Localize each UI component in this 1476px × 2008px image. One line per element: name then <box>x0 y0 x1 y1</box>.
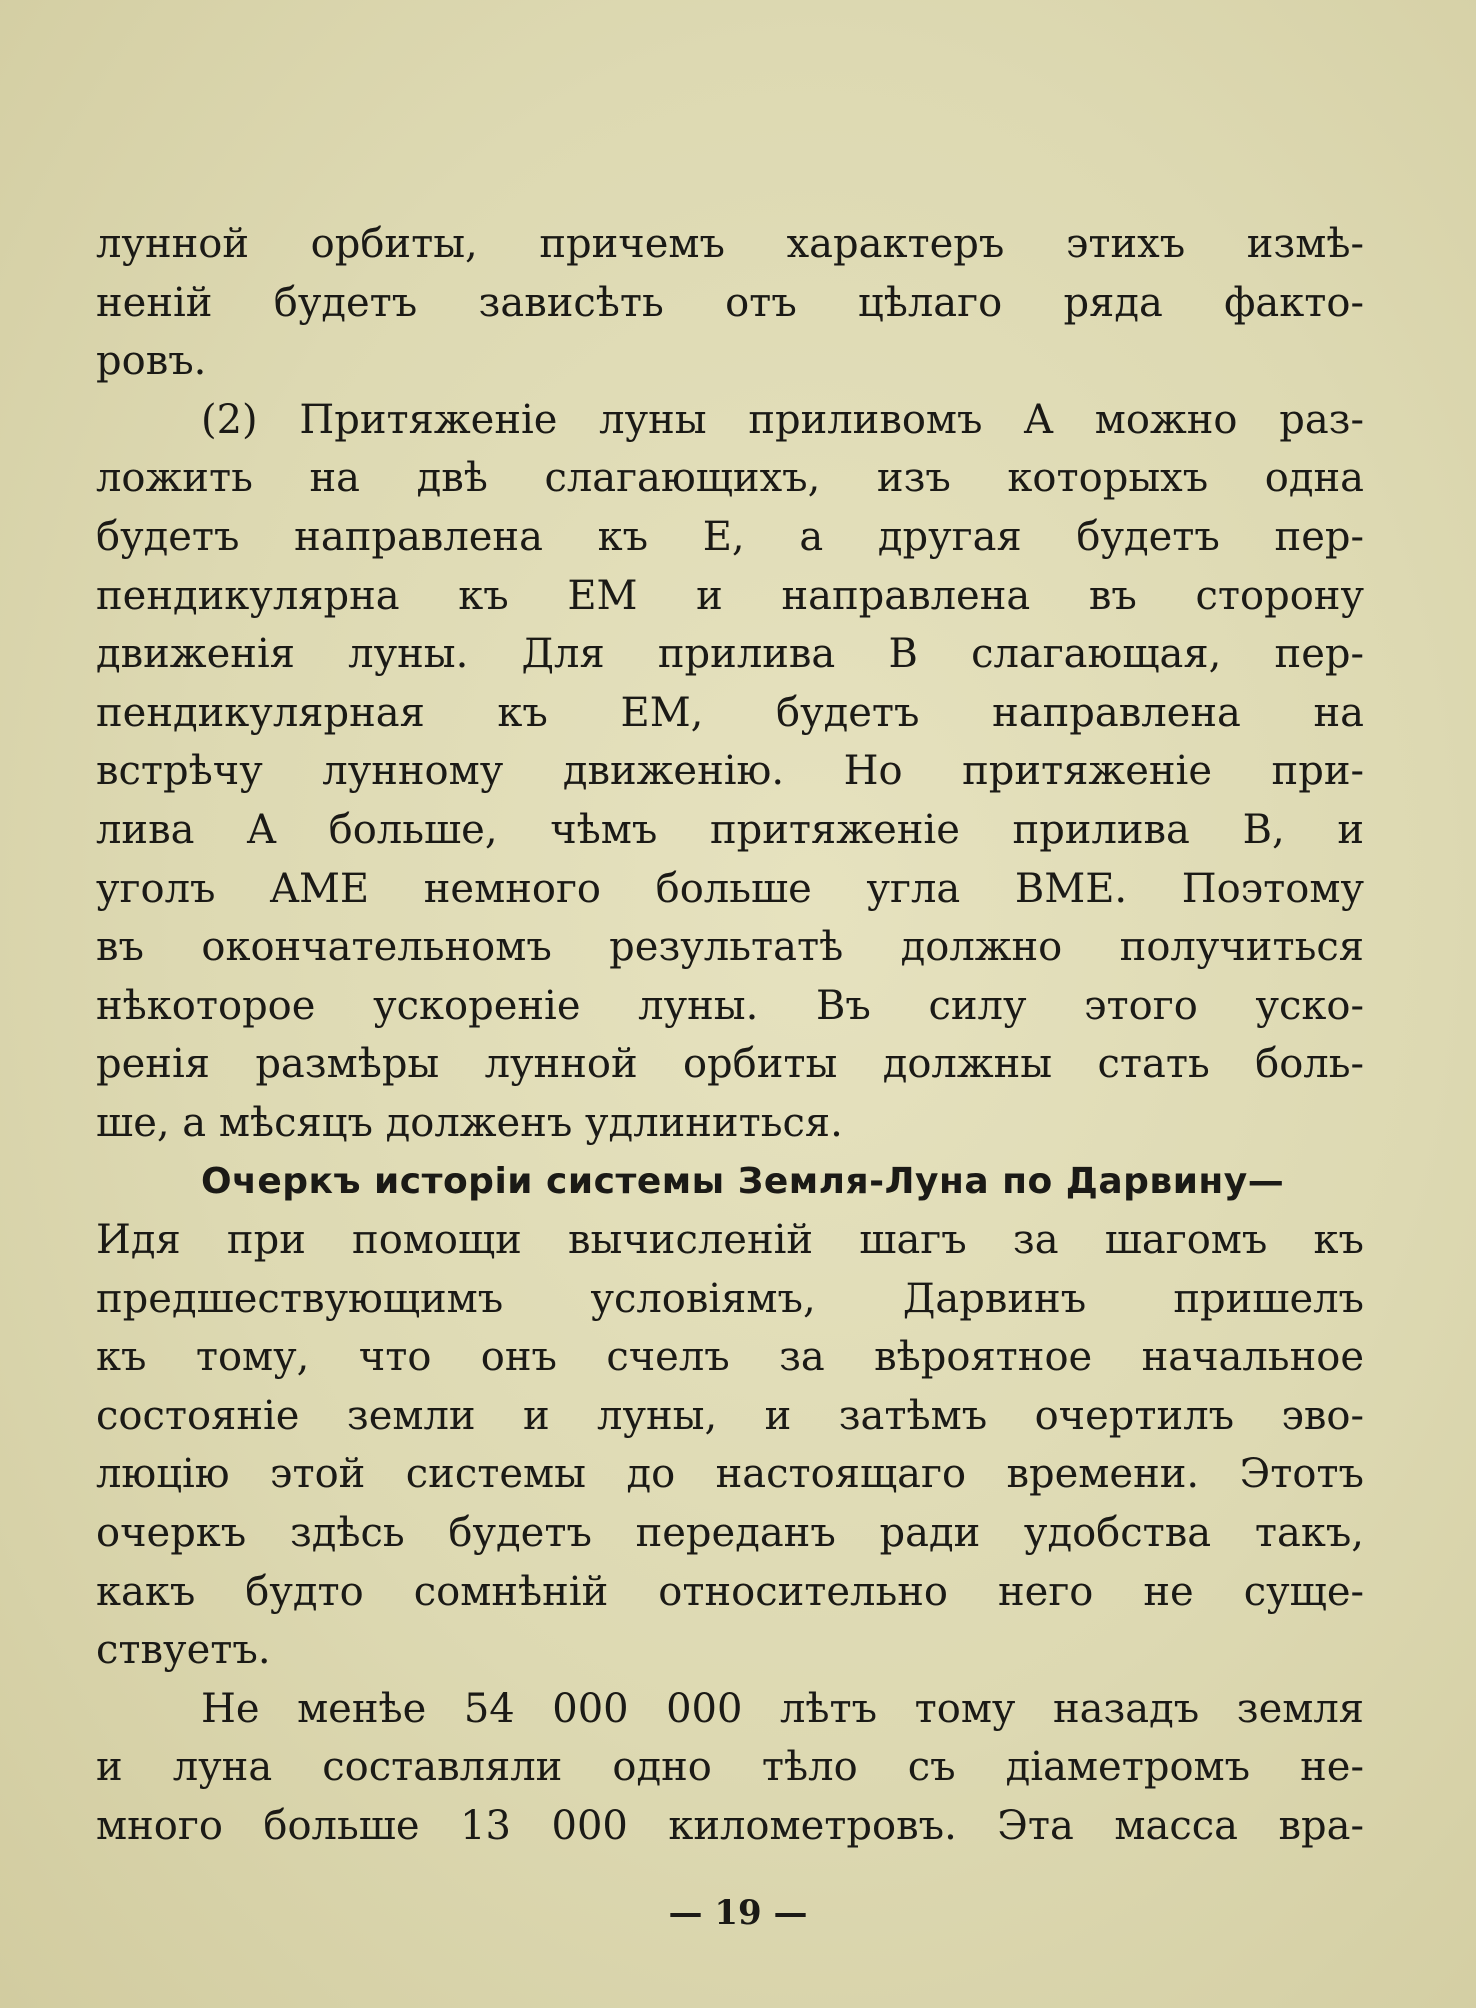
text-line: Не менѣе 54 000 000 лѣтъ тому назадъ земля <box>201 1685 1364 1732</box>
text-line: ствуетъ. <box>96 1627 271 1674</box>
text-line: нѣкоторое ускоренiе луны. Въ силу этого уско- <box>96 982 1364 1029</box>
text-line: будетъ направлена къ E, а другая будетъ пер- <box>96 513 1364 560</box>
text-line: встрѣчу лунному движенiю. Но притяженiе при- <box>96 748 1364 795</box>
text-line: люцiю этой системы до настоящаго времени. Этотъ <box>96 1451 1364 1498</box>
text-line: ше, а мѣсяцъ долженъ удлиниться. <box>96 1099 843 1146</box>
text-line: уголъ AME немного больше угла BME. Поэтому <box>96 865 1364 912</box>
page-number: — 19 — <box>668 1893 808 1933</box>
page-body <box>96 215 1364 1856</box>
text-line: очеркъ здѣсь будетъ переданъ ради удобства такъ, <box>96 1510 1364 1557</box>
paragraph-3 <box>96 1153 1364 1680</box>
text-line: (2) Притяженiе луны приливомъ A можно раз- <box>201 396 1364 443</box>
text-line: ровъ. <box>96 338 207 385</box>
text-line: состоянiе земли и луны, и затѣмъ очертилъ эво- <box>96 1392 1364 1439</box>
section-heading: Очеркъ исторiи системы Земля-Луна по Дарвину— <box>201 1160 1285 1202</box>
text-line: въ окончательномъ результатѣ должно получиться <box>96 924 1364 971</box>
text-line: пендикулярна къ EM и направлена въ сторону <box>96 572 1364 619</box>
text-line: ренiя размѣры лунной орбиты должны стать боль- <box>96 1041 1364 1088</box>
text-line: ложить на двѣ слагающихъ, изъ которыхъ одна <box>96 455 1364 502</box>
paragraph-1 <box>96 215 1364 391</box>
text-line: къ тому, что онъ счелъ за вѣроятное начальное <box>96 1334 1364 1381</box>
text-line: движенiя луны. Для прилива B слагающая, пер- <box>96 631 1364 678</box>
paragraph-2 <box>96 391 1364 1153</box>
text-line: лунной орбиты, причемъ характеръ этихъ измѣ- <box>96 221 1364 267</box>
text-line: предшествующимъ условiямъ, Дарвинъ пришелъ <box>96 1275 1364 1322</box>
paragraph-4 <box>96 1680 1364 1856</box>
text-line: много больше 13 000 километровъ. Эта масса вра- <box>96 1803 1364 1850</box>
text-line: и луна составляли одно тѣло съ дiаметромъ не- <box>96 1744 1364 1791</box>
text-line: ненiй будетъ зависѣть отъ цѣлаго ряда факто- <box>96 279 1364 326</box>
text-line: какъ будто сомнѣнiй относительно него не суще- <box>96 1568 1364 1615</box>
text-line: Идя при помощи вычисленiй шагъ за шагомъ къ <box>96 1217 1364 1264</box>
text-line: лива A больше, чѣмъ притяженiе прилива B, и <box>96 806 1364 853</box>
text-line: пендикулярная къ EM, будетъ направлена на <box>96 689 1364 736</box>
